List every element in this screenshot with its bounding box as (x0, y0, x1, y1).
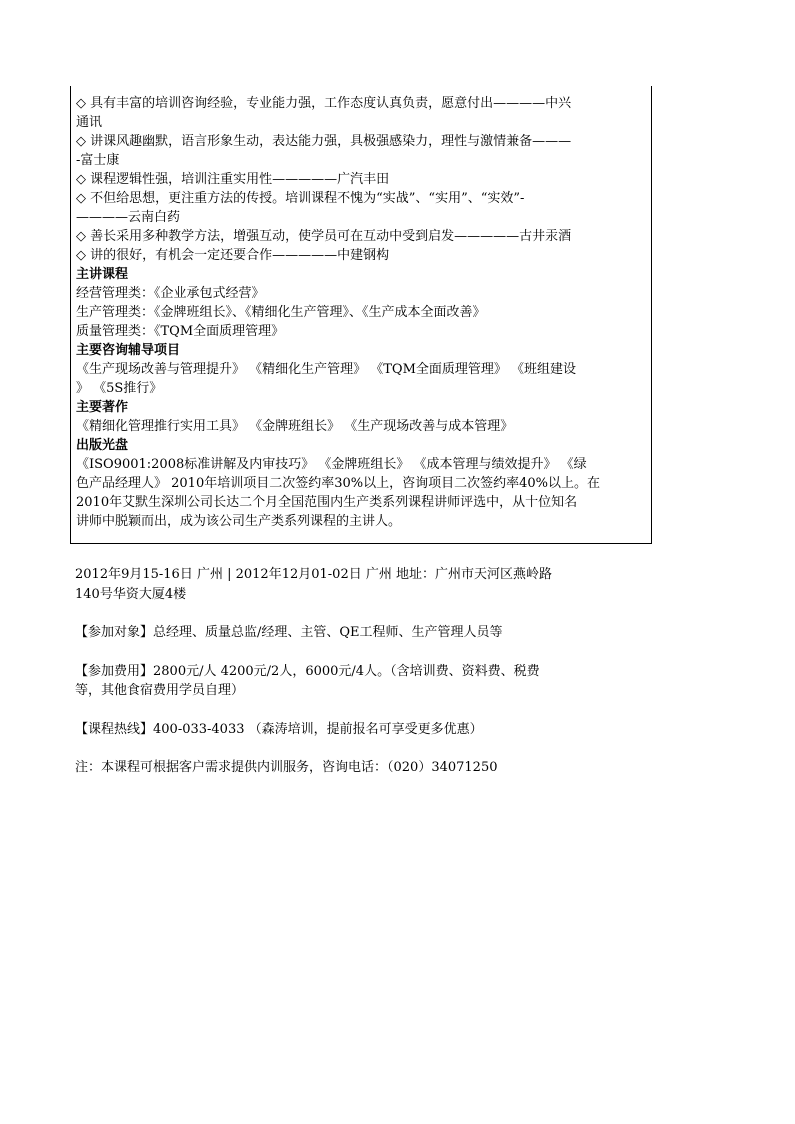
testimonial-line: ◇ 讲课风趣幽默，语言形象生动，表达能力强，具极强感染力，理性与激情兼备——— (76, 134, 572, 149)
testimonial-line: 通讯 (76, 115, 103, 130)
discs-line: 讲师中脱颖而出，成为该公司生产类系列课程的主讲人。 (76, 514, 402, 529)
note-line: 注：本课程可根据客户需求提供内训服务，咨询电话：（020）34071250 (75, 760, 498, 775)
testimonial-line: ◇ 具有丰富的培训咨询经验，专业能力强，工作态度认真负责，愿意付出————中兴 (76, 96, 572, 111)
profile-content (76, 95, 650, 532)
testimonial-line: ◇ 善长采用多种教学方法，增强互动，使学员可在互动中受到启发—————古井汞酒 (76, 229, 572, 244)
testimonial-list (76, 95, 650, 266)
audience-line: 【参加对象】总经理、质量总监/经理、主管、QE工程师、生产管理人员等 (75, 625, 503, 640)
schedule-line: 140号华资大厦4楼 (75, 586, 187, 602)
course-info (75, 566, 645, 798)
audience-block (75, 624, 645, 644)
consulting-line: 》 《5S推行》 (76, 381, 163, 396)
fee-block (75, 663, 645, 702)
testimonial-line: -富士康 (76, 153, 120, 168)
testimonial-line: ◇ 课程逻辑性强，培训注重实用性—————广汽丰田 (76, 172, 390, 187)
testimonial-line: ◇ 不但给思想，更注重方法的传授。培训课程不愧为“实战”、“实用”、“实效”- (76, 191, 525, 206)
schedule-line: 2012年9月15-16日 广州 | 2012年12月01-02日 广州 地址：广州市天河区燕岭路 (75, 567, 552, 582)
course-line: 质量管理类：《TQM全面质理管理》 (76, 324, 285, 339)
profile-box (70, 86, 652, 544)
courses-heading: 主讲课程 (76, 267, 129, 282)
testimonial-line: ————云南白药 (76, 210, 181, 225)
discs-heading: 出版光盘 (76, 438, 129, 453)
fee-line: 【参加费用】2800元/人 4200元/2人，6000元/4人。（含培训费、资料费、税费 (75, 663, 540, 679)
schedule-block (75, 566, 645, 605)
discs-line: 2010年艾默生深圳公司长达二个月全国范围内生产类系列课程讲师评选中，从十位知名 (76, 495, 578, 510)
works-heading: 主要著作 (76, 400, 129, 415)
course-line: 生产管理类：《金牌班组长》、《精细化生产管理》、《生产成本全面改善》 (76, 305, 486, 320)
fee-line: 等，其他食宿费用学员自理） (75, 683, 245, 698)
works-line: 《精细化管理推行实用工具》 《金牌班组长》 《生产现场改善与成本管理》 (76, 419, 514, 434)
consulting-heading: 主要咨询辅导项目 (76, 343, 181, 358)
hotline-block (75, 721, 645, 741)
discs-line: 《ISO9001:2008标准讲解及内审技巧》 《金牌班组长》 《成本管理与绩效提升》 《绿 (76, 457, 587, 472)
discs-line: 色产品经理人》 2010年培训项目二次签约率30%以上，咨询项目二次签约率40%以上。在 (76, 476, 601, 491)
note-block (75, 759, 645, 779)
course-line: 经营管理类：《企业承包式经营》 (76, 286, 265, 301)
testimonial-line: ◇ 讲的很好，有机会一定还要合作—————中建钢构 (76, 248, 390, 263)
consulting-line: 《生产现场改善与管理提升》 《精细化生产管理》 《TQM全面质理管理》 《班组建设 (76, 362, 577, 377)
hotline-line: 【课程热线】400-033-4033 （森涛培训，提前报名可享受更多优惠） (75, 721, 483, 737)
